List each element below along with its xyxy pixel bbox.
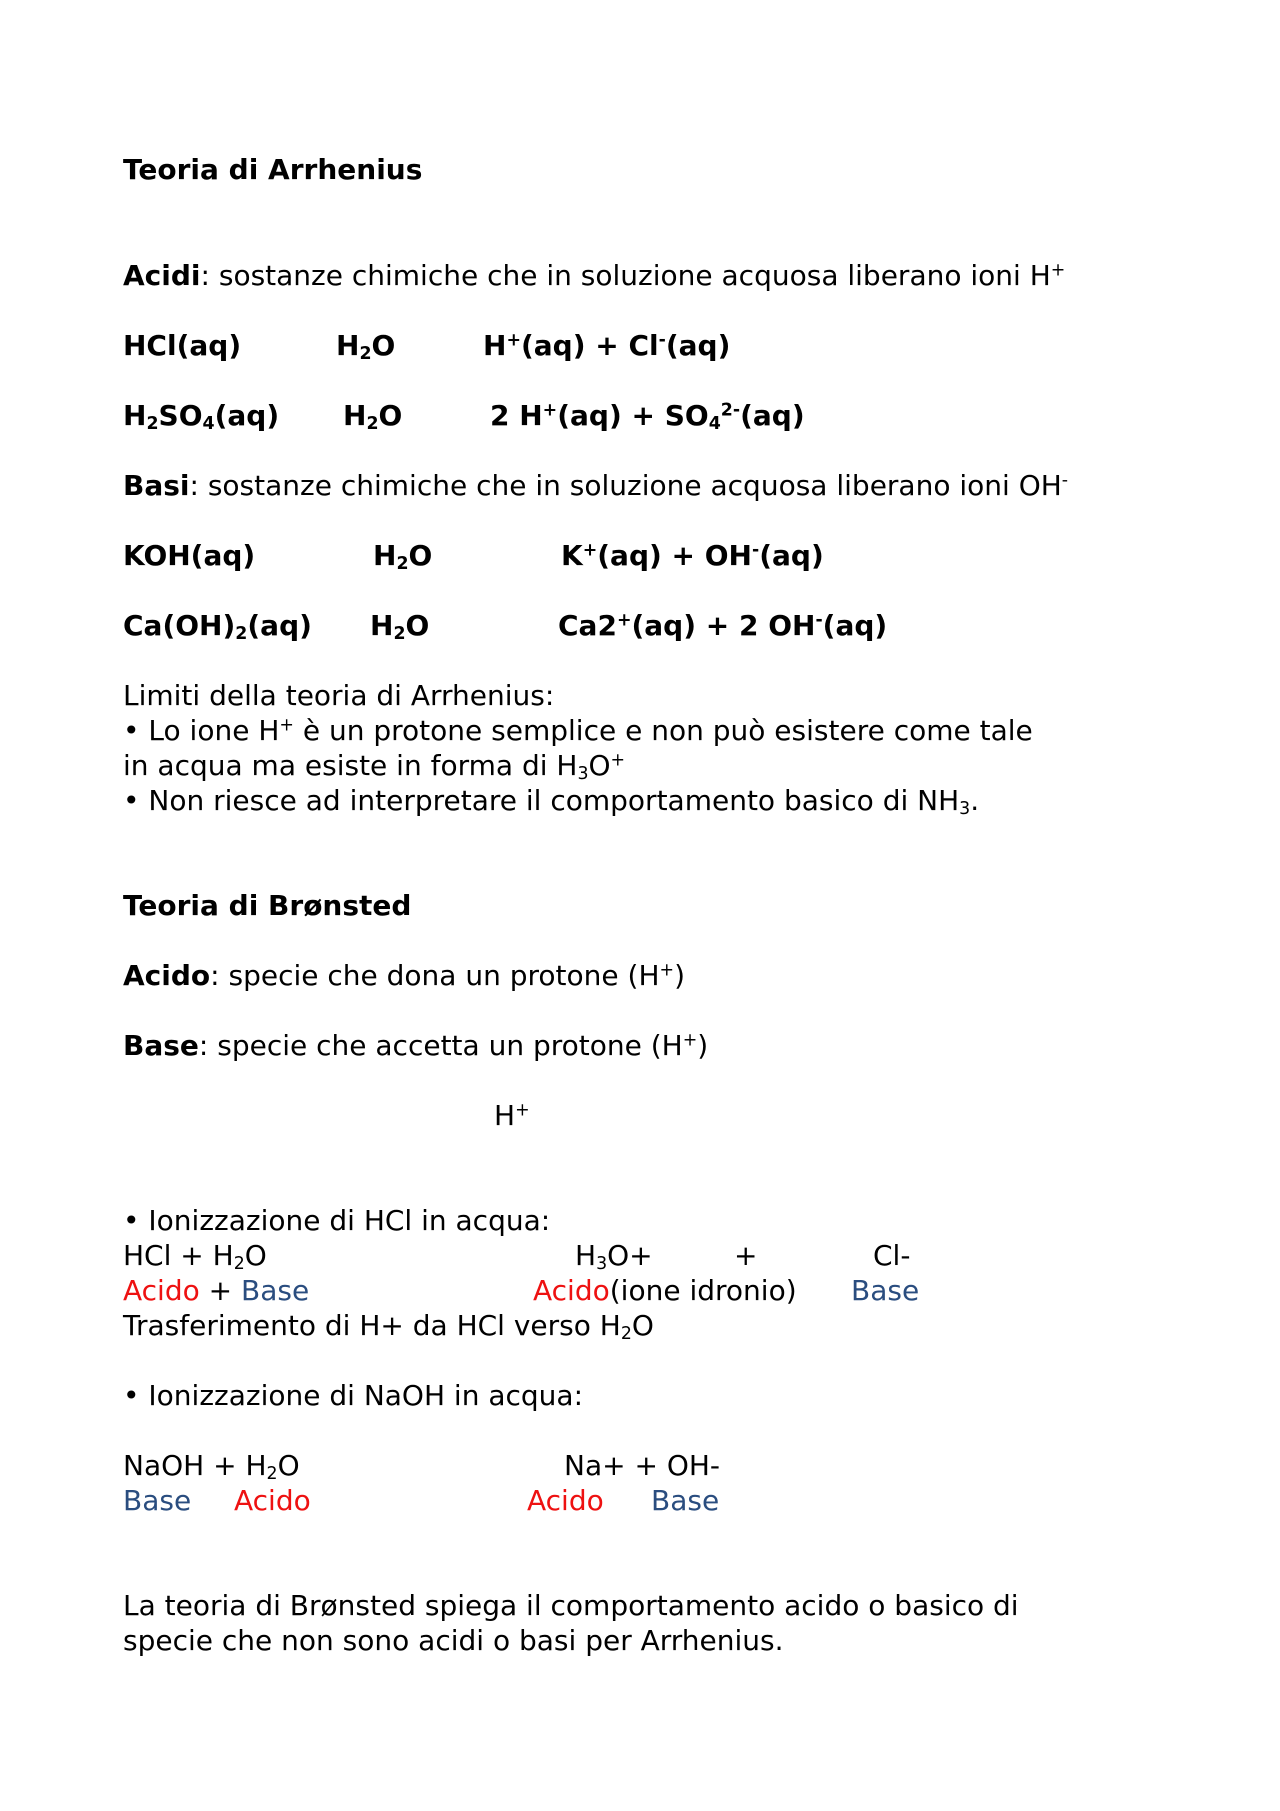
base-label: Base <box>651 1484 720 1517</box>
bases-term: Basi <box>123 469 190 502</box>
proton-transfer-label: H+ <box>494 1099 530 1132</box>
equation-hcl: HCl(aq) $H_2O$ H+(aq) + Cl-(aq) <box>123 329 731 364</box>
equation-caoh2: $Ca(OH)_2(aq)$ $H_2O$ Ca2+(aq) + 2 OH-(aq) <box>123 609 888 644</box>
acid-label: Acido <box>527 1484 604 1517</box>
hcl-ionization-heading: • Ionizzazione di HCl in acqua: <box>123 1204 551 1237</box>
limits-bullet-2: • Non riesce ad interpretare il comportamento basico di $NH_3$. <box>123 784 980 819</box>
bases-definition: Basi: sostanze chimiche che in soluzione acquosa liberano ioni OH- <box>123 469 1069 502</box>
limits-bullet-1-cont: in acqua ma esiste in forma di $H_3O^+$ <box>123 749 626 784</box>
acids-definition: Acidi: sostanze chimiche che in soluzione acquosa liberano ioni H+ <box>123 259 1066 292</box>
limits-heading: Limiti della teoria di Arrhenius: <box>123 679 555 712</box>
equation-h2so4: $H_2SO_4(aq)$ $H_2O$ 2 $H^+(aq) + SO_4^{2-}(aq)$ <box>123 399 805 434</box>
acid-label: Acido <box>533 1274 610 1307</box>
conclusion-line-2: specie che non sono acidi o basi per Arrhenius. <box>123 1624 784 1657</box>
hcl-transfer-note: Trasferimento di H+ da HCl verso $H_2O$ <box>123 1309 654 1344</box>
limits-bullet-1: • Lo ione H+ è un protone semplice e non può esistere come tale <box>123 714 1033 747</box>
arrhenius-title: Teoria di Arrhenius <box>123 153 423 186</box>
naoh-ionization-heading: • Ionizzazione di NaOH in acqua: <box>123 1379 584 1412</box>
base-label: Base <box>851 1274 920 1307</box>
conclusion-line-1: La teoria di Brønsted spiega il comportamento acido o basico di <box>123 1589 1019 1622</box>
hcl-ionization-labels: Acido + Base Acido(ione idronio) Base <box>123 1274 920 1307</box>
hcl-ionization-equation: HCl + $H_2O$ $H_3O+$ + Cl- <box>123 1239 911 1274</box>
base-label: Base <box>241 1274 310 1307</box>
acid-label: Acido <box>234 1484 311 1517</box>
base-label: Base <box>123 1484 192 1517</box>
naoh-ionization-equation: NaOH + $H_2O$ Na+ + OH- <box>123 1449 721 1484</box>
acids-term: Acidi <box>123 259 201 292</box>
bronsted-acid-definition: Acido: specie che dona un protone (H+) <box>123 959 685 992</box>
bronsted-title: Teoria di Brønsted <box>123 889 412 922</box>
bronsted-base-definition: Base: specie che accetta un protone (H+) <box>123 1029 709 1062</box>
naoh-ionization-labels <box>123 1483 1223 1519</box>
acid-label: Acido <box>123 1274 200 1307</box>
equation-koh: KOH(aq) $H_2O$ K+(aq) + OH-(aq) <box>123 539 824 574</box>
